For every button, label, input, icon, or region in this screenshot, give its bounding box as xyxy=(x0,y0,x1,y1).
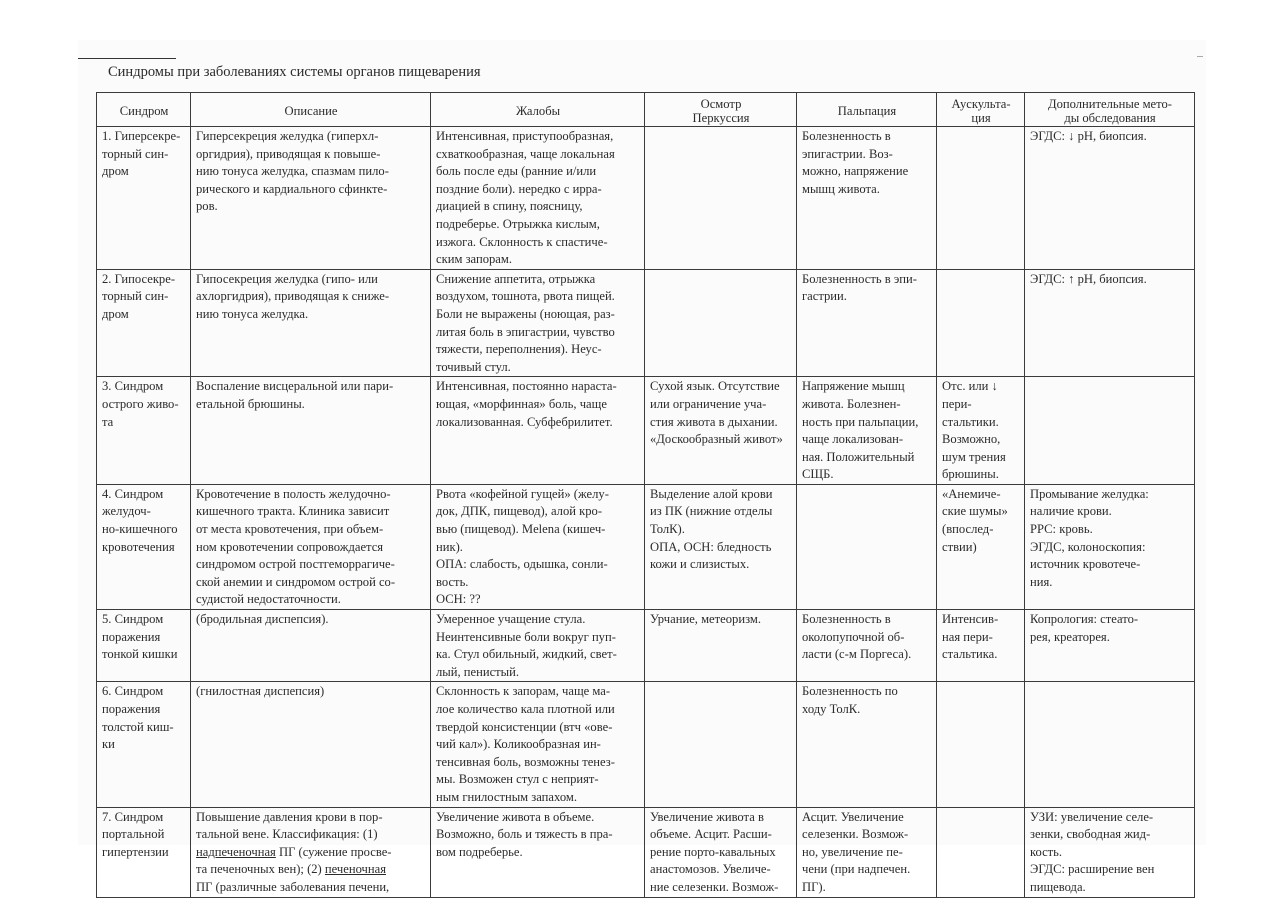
scan-mark xyxy=(1197,56,1203,57)
cell-description: (гнилостная диспепсия) xyxy=(191,682,431,807)
cell-complaints: Рвота «кофейной гущей» (желу- док, ДПК, пищевод), алой кро- вью (пищевод). Melena (кишеч- ник). ОПА: слабость, одышка, сонли- вость. ОСН: ?? xyxy=(431,484,645,609)
table-row xyxy=(97,484,1195,609)
cell-complaints: Снижение аппетита, отрыжка воздухом, тошнота, рвота пищей. Боли не выражены (ноющая, раз- литая боль в эпигастрии, чувство тяжести, переполнения). Неус- точивый стул. xyxy=(431,269,645,377)
description-text: ПГ (различные заболевания печени, xyxy=(196,879,390,894)
description-text: ПГ (сужение просве- та печеночных вен); (2) xyxy=(196,844,392,877)
description-text: Повышение давления крови в пор- тальной вене. Классификация: (1) xyxy=(196,809,383,842)
header-syndrome: Синдром xyxy=(97,93,191,127)
cell-syndrome: 5. Синдром поражения тонкой кишки xyxy=(97,610,191,682)
cell-methods xyxy=(1025,682,1195,807)
header-row xyxy=(97,93,1195,127)
cell-methods: ЭГДС: ↓ pH, биопсия. xyxy=(1025,127,1195,270)
cell-auscultation: «Анемиче- ские шумы» (впослед- ствии) xyxy=(937,484,1025,609)
cell-inspection xyxy=(645,682,797,807)
cell-methods: Копрология: стеато- рея, креаторея. xyxy=(1025,610,1195,682)
cell-complaints: Интенсивная, приступообразная, схваткообразная, чаще локальная боль после еды (ранние и/или поздние боли). нередко с ирра- диацией в спину, поясницу, подреберье. Отрыжка кислым, изжога. Склонность к спастиче- ским запорам. xyxy=(431,127,645,270)
cell-methods: ЭГДС: ↑ pH, биопсия. xyxy=(1025,269,1195,377)
cell-methods xyxy=(1025,377,1195,485)
cell-description: Гиперсекреция желудка (гиперхл- оргидрия), приводящая к повыше- нию тонуса желудка, спазмам пило- рического и кардиального сфинкте- ров. xyxy=(191,127,431,270)
cell-palpation: Болезненность в эпи- гастрии. xyxy=(797,269,937,377)
table-row xyxy=(97,127,1195,270)
underlined-term: надпеченочная xyxy=(196,844,276,859)
cell-complaints: Умеренное учащение стула. Неинтенсивные боли вокруг пуп- ка. Стул обильный, жидкий, свет- лый, пенистый. xyxy=(431,610,645,682)
cell-auscultation: Интенсив- ная пери- стальтика. xyxy=(937,610,1025,682)
cell-inspection xyxy=(645,127,797,270)
header-auscultation: Аускульта- ция xyxy=(937,93,1025,127)
cell-description: (бродильная диспепсия). xyxy=(191,610,431,682)
cell-palpation: Болезненность в эпигастрии. Воз- можно, напряжение мышц живота. xyxy=(797,127,937,270)
header-palpation: Пальпация xyxy=(797,93,937,127)
cell-syndrome: 7. Синдром портальной гипертензии xyxy=(97,807,191,897)
cell-syndrome: 2. Гипосекре- торный син- дром xyxy=(97,269,191,377)
cell-syndrome: 1. Гиперсекре- торный син- дром xyxy=(97,127,191,270)
cell-complaints: Увеличение живота в объеме. Возможно, боль и тяжесть в пра- вом подреберье. xyxy=(431,807,645,897)
table-row xyxy=(97,682,1195,807)
cell-inspection: Увеличение живота в объеме. Асцит. Расши- рение порто-кавальных анастомозов. Увеличе- ние селезенки. Возмож- xyxy=(645,807,797,897)
cell-palpation: Болезненность в околопупочной об- ласти (с-м Поргеса). xyxy=(797,610,937,682)
cell-description: Воспаление висцеральной или пари- етальной брюшины. xyxy=(191,377,431,485)
header-inspection: Осмотр Перкуссия xyxy=(645,93,797,127)
cell-inspection: Сухой язык. Отсутствие или ограничение уча- стия живота в дыхании. «Доскообразный живот» xyxy=(645,377,797,485)
cell-palpation: Напряжение мышц живота. Болезнен- ность при пальпации, чаще локализован- ная. Положительный СЩБ. xyxy=(797,377,937,485)
underlined-term: печеночная xyxy=(324,862,387,877)
cell-inspection: Выделение алой крови из ПК (нижние отделы ТолК). ОПА, ОСН: бледность кожи и слизистых. xyxy=(645,484,797,609)
cell-auscultation xyxy=(937,127,1025,270)
cell-methods: УЗИ: увеличение селе- зенки, свободная жид- кость. ЭГДС: расширение вен пищевода. xyxy=(1025,807,1195,897)
syndromes-table xyxy=(96,92,1195,898)
table-row xyxy=(97,377,1195,485)
cell-description xyxy=(191,807,431,897)
cell-auscultation xyxy=(937,807,1025,897)
cell-palpation: Болезненность по ходу ТолК. xyxy=(797,682,937,807)
cell-syndrome: 4. Синдром желудоч- но-кишечного кровотечения xyxy=(97,484,191,609)
table-row xyxy=(97,269,1195,377)
cell-methods: Промывание желудка: наличие крови. РРС: кровь. ЭГДС, колоноскопия: источник кровотече- ния. xyxy=(1025,484,1195,609)
cell-inspection xyxy=(645,269,797,377)
cell-syndrome: 3. Синдром острого живо- та xyxy=(97,377,191,485)
cell-inspection: Урчание, метеоризм. xyxy=(645,610,797,682)
table-row xyxy=(97,610,1195,682)
cell-syndrome: 6. Синдром поражения толстой киш- ки xyxy=(97,682,191,807)
header-description: Описание xyxy=(191,93,431,127)
cell-auscultation xyxy=(937,269,1025,377)
cell-palpation xyxy=(797,484,937,609)
cell-auscultation: Отс. или ↓ пери- стальтики. Возможно, шум трения брюшины. xyxy=(937,377,1025,485)
cell-palpation: Асцит. Увеличение селезенки. Возмож- но, увеличение пе- чени (при надпечен. ПГ). xyxy=(797,807,937,897)
cell-complaints: Интенсивная, постоянно нараста- ющая, «морфинная» боль, чаще локализованная. Субфебрилитет. xyxy=(431,377,645,485)
table-row xyxy=(97,807,1195,897)
cell-complaints: Склонность к запорам, чаще ма- лое количество кала плотной или твердой консистенции (втч «ове- чий кал»). Коликообразная ин- тенсивная боль, возможны тенез- мы. Возможен стул с неприят- ным гнилостным запахом. xyxy=(431,682,645,807)
table-caption: Синдромы при заболеваниях системы органов пищеварения xyxy=(108,64,481,80)
header-complaints: Жалобы xyxy=(431,93,645,127)
top-rule xyxy=(78,58,176,59)
header-methods: Дополнительные мето- ды обследования xyxy=(1025,93,1195,127)
cell-auscultation xyxy=(937,682,1025,807)
cell-description: Кровотечение в полость желудочно- кишечного тракта. Клиника зависит от места кровотечения, при объем- ном кровотечении сопровождается синдромом острой постгеморрагиче- ской анемии и синдромом острой со- судистой недостаточности. xyxy=(191,484,431,609)
cell-description: Гипосекреция желудка (гипо- или ахлоргидрия), приводящая к сниже- нию тонуса желудка. xyxy=(191,269,431,377)
